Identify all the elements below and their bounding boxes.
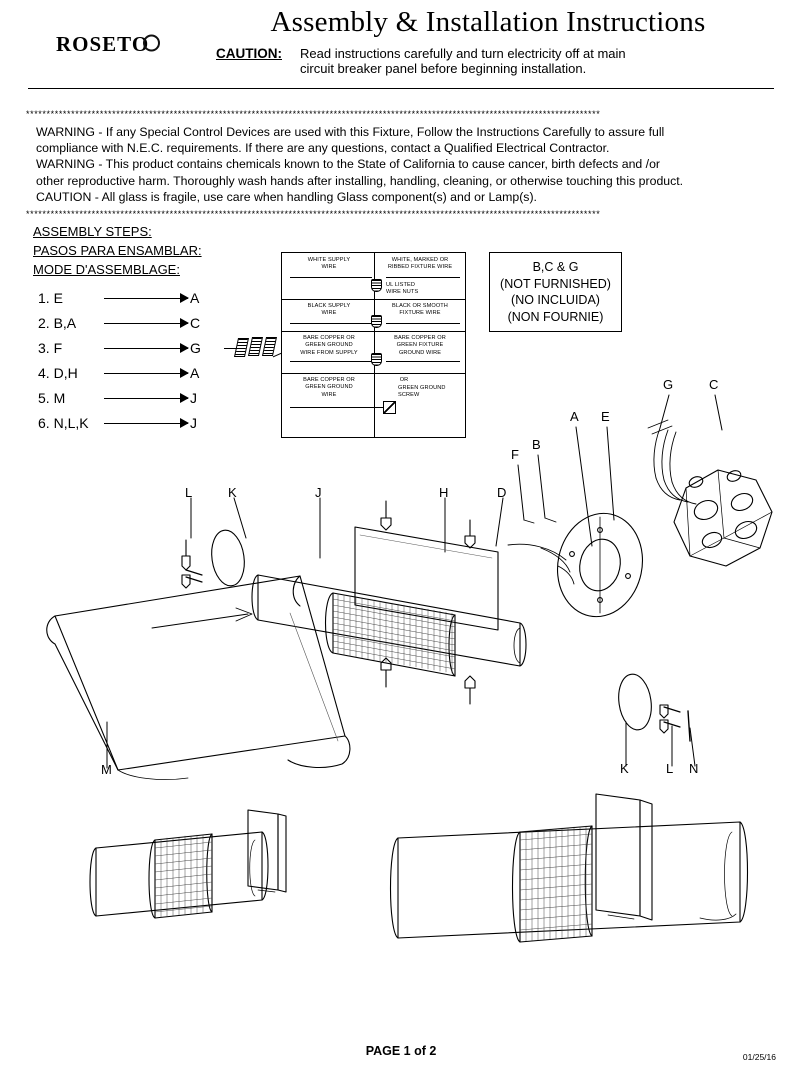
warning-line-1: WARNING - If any Special Control Devices are used with this Fixture, Follow the Instructions Carefully to assure full <box>36 125 665 139</box>
wiring-label-or: OR <box>399 377 409 383</box>
wiring-label-ground-screw: GREEN GROUND SCREW <box>398 385 446 399</box>
assembled-view-2 <box>391 794 748 942</box>
arrow-icon <box>104 318 188 328</box>
wire-nut-icon <box>371 353 382 366</box>
callout-j: J <box>315 485 322 500</box>
wire-nut-icon <box>371 279 382 292</box>
wiring-wire-white-right <box>386 277 460 278</box>
page-number: PAGE 1 of 2 <box>365 1044 437 1058</box>
page-header <box>0 0 802 86</box>
callout-c: C <box>709 377 719 392</box>
wiring-wire-ground-left <box>290 361 372 362</box>
caution-text-line1: Read instructions carefully and turn electricity off at main <box>300 46 626 61</box>
part-c-junction-box <box>674 469 772 566</box>
step-source: 6. N,L,K <box>38 414 89 431</box>
warning-line-5: CAUTION - All glass is fragile, use care when handling Glass component(s) and or Lamp(s). <box>36 189 537 204</box>
step-target: J <box>190 414 197 431</box>
callout-l-right: L <box>666 761 674 776</box>
warning-line-3: WARNING - This product contains chemicals known to the State of California to cause cancer, birth defects and /or <box>36 157 661 172</box>
wiring-wire-white-left <box>290 277 372 278</box>
wiring-divider-2 <box>282 331 465 332</box>
wiring-label-ground-supply: BARE COPPER OR GREEN GROUND WIRE FROM SUPPLY <box>300 335 358 356</box>
part-d-screws <box>381 501 475 704</box>
wiring-wire-black-right <box>386 323 460 324</box>
wiring-label-black-supply: BLACK SUPPLY WIRE <box>307 303 351 317</box>
callout-g: G <box>663 377 674 392</box>
warning-rule-top: ******************************************************************************************************************************************** <box>26 110 601 118</box>
callout-k-left: K <box>228 485 237 500</box>
steps-heading-es: PASOS PARA ENSAMBLAR: <box>33 243 202 258</box>
wiring-label-ul-listed-wire-nuts: UL LISTED WIRE NUTS <box>386 282 419 296</box>
part-k-cap-right <box>615 672 654 732</box>
assembly-step <box>38 310 210 335</box>
caution-text-line2: circuit breaker panel before beginning installation. <box>300 61 587 76</box>
callout-a: A <box>570 409 579 424</box>
wiring-label-ground-fixture: BARE COPPER OR GREEN FIXTURE GROUND WIRE <box>394 335 446 356</box>
header-divider <box>28 88 774 89</box>
part-k-cap-left <box>208 528 247 588</box>
wiring-wire-black-left <box>290 323 372 324</box>
part-l-n-screws-left <box>182 540 202 588</box>
arrow-icon <box>104 343 188 353</box>
part-g-wires <box>648 420 696 504</box>
assembly-step <box>38 335 210 360</box>
step-target: A <box>190 289 200 306</box>
brand-logo <box>56 32 149 57</box>
part-b-f-bracket <box>524 518 556 523</box>
assembly-steps-heading <box>33 222 202 279</box>
warning-block <box>36 124 778 205</box>
not-furnished-line1: B,C & G <box>532 260 579 274</box>
callout-k-right: K <box>620 761 629 776</box>
step-source: 1. E <box>38 289 63 306</box>
assembly-step <box>38 285 210 310</box>
wire-nut-icon <box>262 337 277 356</box>
wire-nut-icon <box>248 337 263 356</box>
exploded-assembly-diagram <box>0 370 802 1030</box>
step-target: A <box>190 364 200 381</box>
not-furnished-note <box>489 252 622 332</box>
not-furnished-line3: (NO INCLUIDA) <box>511 293 600 307</box>
wiring-label-white-fixture: WHITE, MARKED OR RIBBED FIXTURE WIRE <box>387 257 453 271</box>
callout-n-right: N <box>689 761 699 776</box>
caution-text <box>300 46 626 76</box>
not-furnished-line4: (NON FOURNIE) <box>507 309 604 324</box>
callout-m: M <box>101 762 112 777</box>
not-furnished-line2: (NOT FURNISHED) <box>500 276 611 291</box>
wiring-label-ground-wire: BARE COPPER OR GREEN GROUND WIRE <box>303 377 355 398</box>
header-caution <box>216 46 776 76</box>
assembled-view-1 <box>70 810 286 918</box>
part-h-mesh-sleeve <box>326 593 456 676</box>
page-title: Assembly & Installation Instructions <box>270 6 706 38</box>
steps-heading-en: ASSEMBLY STEPS: <box>33 224 152 239</box>
step-target: C <box>190 314 201 331</box>
wiring-label-white-supply: WHITE SUPPLY WIRE <box>307 257 351 271</box>
steps-heading-fr: MODE D'ASSEMBLAGE: <box>33 262 180 277</box>
warning-line-2: compliance with N.E.C. requirements. If there are any questions, contact a Qualified Electrical Contractor. <box>36 141 610 156</box>
part-e-mounting-strap <box>508 505 652 624</box>
step-source: 4. D,H <box>38 364 78 381</box>
callout-l-left: L <box>185 485 193 500</box>
callout-e: E <box>601 409 610 424</box>
callout-d: D <box>497 485 507 500</box>
step-source: 2. B,A <box>38 314 77 331</box>
arrow-icon <box>104 293 188 303</box>
callout-b: B <box>532 437 541 452</box>
step-target: J <box>190 389 197 406</box>
caution-label: CAUTION: <box>216 46 282 61</box>
wire-nut-icon <box>371 315 382 328</box>
part-m-glass-shade <box>47 576 350 780</box>
step-source: 5. M <box>38 389 66 406</box>
part-l-n-screws-right <box>660 705 690 741</box>
warning-rule-bottom: ******************************************************************************************************************************************** <box>26 210 601 218</box>
step-source: 3. F <box>38 339 63 356</box>
wiring-wire-ground-right <box>386 361 460 362</box>
brand-name: ROSETO <box>56 32 150 56</box>
wiring-label-black-fixture: BLACK OR SMOOTH FIXTURE WIRE <box>392 303 448 317</box>
step-target: G <box>190 339 201 356</box>
document-date: 01/25/16 <box>742 1052 776 1062</box>
wire-nut-icon <box>234 338 249 357</box>
warning-line-4: other reproductive harm. Thoroughly wash hands after installing, handling, cleaning, or otherwise touching this product. <box>36 173 684 188</box>
wiring-divider-1 <box>282 299 465 300</box>
callout-f: F <box>511 447 519 462</box>
callout-h: H <box>439 485 449 500</box>
